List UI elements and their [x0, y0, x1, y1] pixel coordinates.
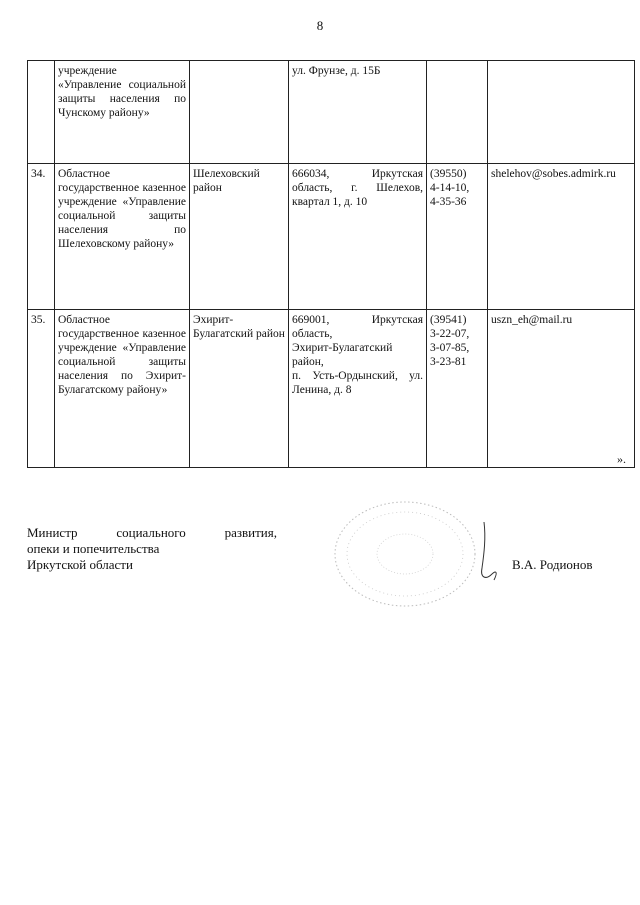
- row-number: [28, 61, 55, 164]
- address: 669001, Иркутская область, Эхирит-Булагатский район, п. Усть-Ордынский, ул. Ленина, д. 8: [289, 310, 427, 468]
- phone: (39550) 4-14-10, 4-35-36: [427, 164, 488, 310]
- district: Эхирит- Булагатский район: [190, 310, 289, 468]
- signer-name: В.А. Родионов: [512, 557, 593, 572]
- row-number: 35.: [28, 310, 55, 468]
- org-name: Областное государственное казенное учреждение «Управление социальной защиты населения по Эхирит-Булагатскому району»: [55, 310, 190, 468]
- handwritten-signature: [470, 520, 500, 590]
- address: ул. Фрунзе, д. 15Б: [289, 61, 427, 164]
- table-row: [28, 310, 635, 468]
- phone: [427, 61, 488, 164]
- email: [488, 61, 635, 164]
- email: shelehov@sobes.admirk.ru: [488, 164, 635, 310]
- page-number: 8: [316, 18, 324, 33]
- org-name: Областное государственное казенное учреждение «Управление социальной защиты населения по Шелеховскому району»: [55, 164, 190, 310]
- closing-quote: ».: [617, 452, 626, 466]
- address: 666034, Иркутская область, г. Шелехов, квартал 1, д. 10: [289, 164, 427, 310]
- org-name: учреждение «Управление социальной защиты населения по Чунскому району»: [55, 61, 190, 164]
- official-seal-stamp: [330, 498, 480, 610]
- table-row: [28, 61, 635, 164]
- row-number: 34.: [28, 164, 55, 310]
- signer-title-line-3: Иркутской области: [27, 557, 133, 572]
- table-row: [28, 164, 635, 310]
- district: Шелеховский район: [190, 164, 289, 310]
- signer-title-line-2: опеки и попечительства: [27, 541, 160, 556]
- district: [190, 61, 289, 164]
- signature-title-block: [27, 525, 277, 573]
- signer-title-line-1: Министр социального развития,: [27, 525, 277, 540]
- email: uszn_eh@mail.ru: [488, 310, 635, 468]
- organizations-table: [27, 60, 635, 468]
- phone: (39541) 3-22-07, 3-07-85, 3-23-81: [427, 310, 488, 468]
